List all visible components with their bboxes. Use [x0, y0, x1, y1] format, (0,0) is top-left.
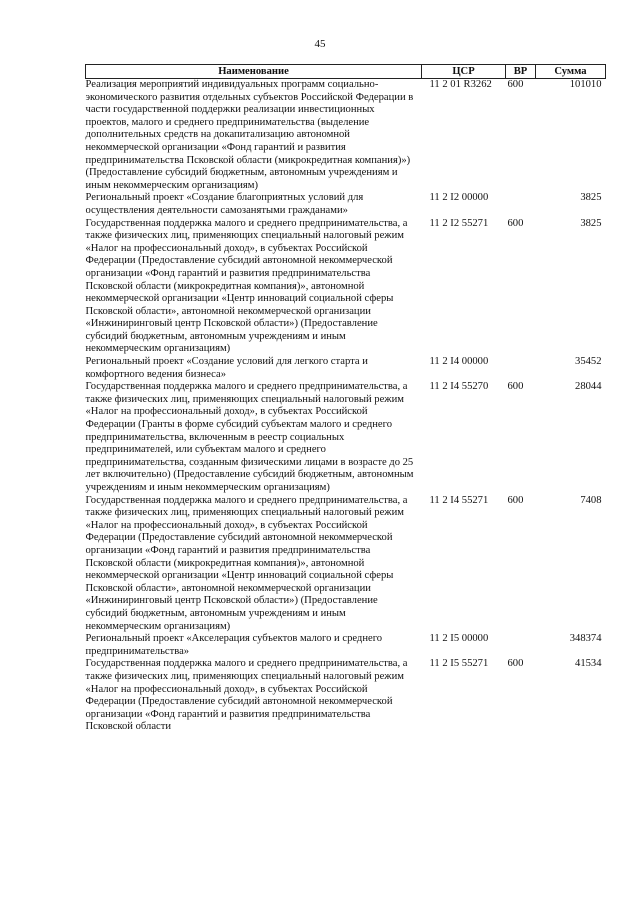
- row-name: Региональный проект «Создание благоприятных условий для осуществления деятельности самозанятыми гражданами»: [85, 192, 364, 216]
- table-row: [86, 633, 606, 658]
- row-vr: 600: [507, 217, 524, 229]
- table-row: [86, 218, 606, 357]
- row-sum: 41534: [575, 658, 602, 670]
- header-csr: ЦСР: [422, 65, 506, 79]
- row-csr: 11 2 I5 55271: [429, 658, 489, 670]
- row-vr: [506, 192, 536, 217]
- row-vr: [506, 633, 536, 658]
- table-row: [86, 79, 606, 193]
- header-name: Наименование: [86, 65, 422, 79]
- table-row: [86, 658, 606, 734]
- row-csr: 11 2 I2 55271: [429, 217, 489, 229]
- row-sum: 7408: [580, 494, 602, 506]
- row-csr: 11 2 01 R3262: [429, 79, 492, 90]
- row-csr: 11 2 I4 55271: [429, 494, 489, 506]
- row-name: Государственная поддержка малого и среднего предпринимательства, а также физических лиц, применяющих специальный налоговый режим «Налог на профессиональный доход», в субъектах Российской Федерации (Предоставление субсидий автономной некоммерческой организации «Фонд гарантий и развития предпринимательства Псковской области (микрокредитная компания)», автономной некоммерческой организации «Центр инноваций социальной сферы Псковской области», автономной некоммерческой организации «Инжиниринговый центр Псковской области») (Предоставление субсидий бюджетным, автономным учреждениям и иным некоммерческим организациям): [85, 494, 408, 632]
- header-sum: Сумма: [536, 65, 606, 79]
- row-sum: 101010: [569, 79, 602, 90]
- page-number: 45: [314, 38, 326, 50]
- row-vr: 600: [507, 658, 524, 670]
- budget-table: [85, 64, 606, 734]
- row-vr: 600: [507, 381, 524, 393]
- row-sum: 348374: [569, 633, 602, 645]
- row-name: Государственная поддержка малого и среднего предпринимательства, а также физических лиц, применяющих специальный налоговый режим «Налог на профессиональный доход», в субъектах Российской Федерации (Гранты в форме субсидий субъектам малого и среднего предпринимательства, включенным в реестр социальных предпринимателей, или субъектам малого и среднего предпринимательства, созданным физическими лицами в возрасте до 25 лет включительно) (Предоставление субсидий бюджетным, автономным учреждениям и иным некоммерческим организациям): [85, 381, 414, 493]
- row-name: Государственная поддержка малого и среднего предпринимательства, а также физических лиц, применяющих специальный налоговый режим «Налог на профессиональный доход», в субъектах Российской Федерации (Предоставление субсидий автономной некоммерческой организации «Фонд гарантий и развития предпринимательства Псковской области: [85, 658, 408, 733]
- row-csr: 11 2 I2 00000: [429, 192, 489, 204]
- row-sum: 3825: [580, 192, 602, 204]
- row-name: Государственная поддержка малого и среднего предпринимательства, а также физических лиц, применяющих специальный налоговый режим «Налог на профессиональный доход», в субъектах Российской Федерации (Предоставление субсидий автономной некоммерческой организации «Фонд гарантий и развития предпринимательства Псковской области (микрокредитная компания)», автономной некоммерческой организации «Центр инноваций социальной сферы Псковской области», автономной некоммерческой организации «Инжиниринговый центр Псковской области») (Предоставление субсидий бюджетным, автономным учреждениям и иным некоммерческим организациям): [85, 217, 408, 355]
- table-header-row: [86, 65, 606, 79]
- row-name: Региональный проект «Акселерация субъектов малого и среднего предпринимательства»: [85, 633, 383, 657]
- header-vr: ВР: [506, 65, 536, 79]
- row-sum: 3825: [580, 217, 602, 229]
- table-row: [86, 381, 606, 494]
- table-row: [86, 192, 606, 217]
- row-csr: 11 2 I5 00000: [429, 633, 489, 645]
- row-vr: 600: [507, 79, 524, 90]
- row-sum: 28044: [575, 381, 602, 393]
- row-name: Региональный проект «Создание условий для легкого старта и комфортного ведения бизнеса»: [85, 356, 368, 380]
- row-sum: 35452: [575, 356, 602, 368]
- table-row: [86, 495, 606, 634]
- row-vr: 600: [507, 494, 524, 506]
- row-name: Реализация мероприятий индивидуальных программ социально-экономического развития отдельных субъектов Российской Федерации в части государственной поддержки реализации инвестиционных проектов, малого и среднего предпринимательства (выделение дополнительных средств на докапитализацию автономной некоммерческой организации «Фонд гарантий и развития предпринимательства Псковской области (микрокредитная компания)») (Предоставление субсидий бюджетным, автономным учреждениям и иным некоммерческим организациям): [85, 79, 414, 191]
- row-csr: 11 2 I4 55270: [429, 381, 489, 393]
- row-vr: [506, 356, 536, 381]
- row-csr: 11 2 I4 00000: [429, 356, 489, 368]
- table-row: [86, 356, 606, 381]
